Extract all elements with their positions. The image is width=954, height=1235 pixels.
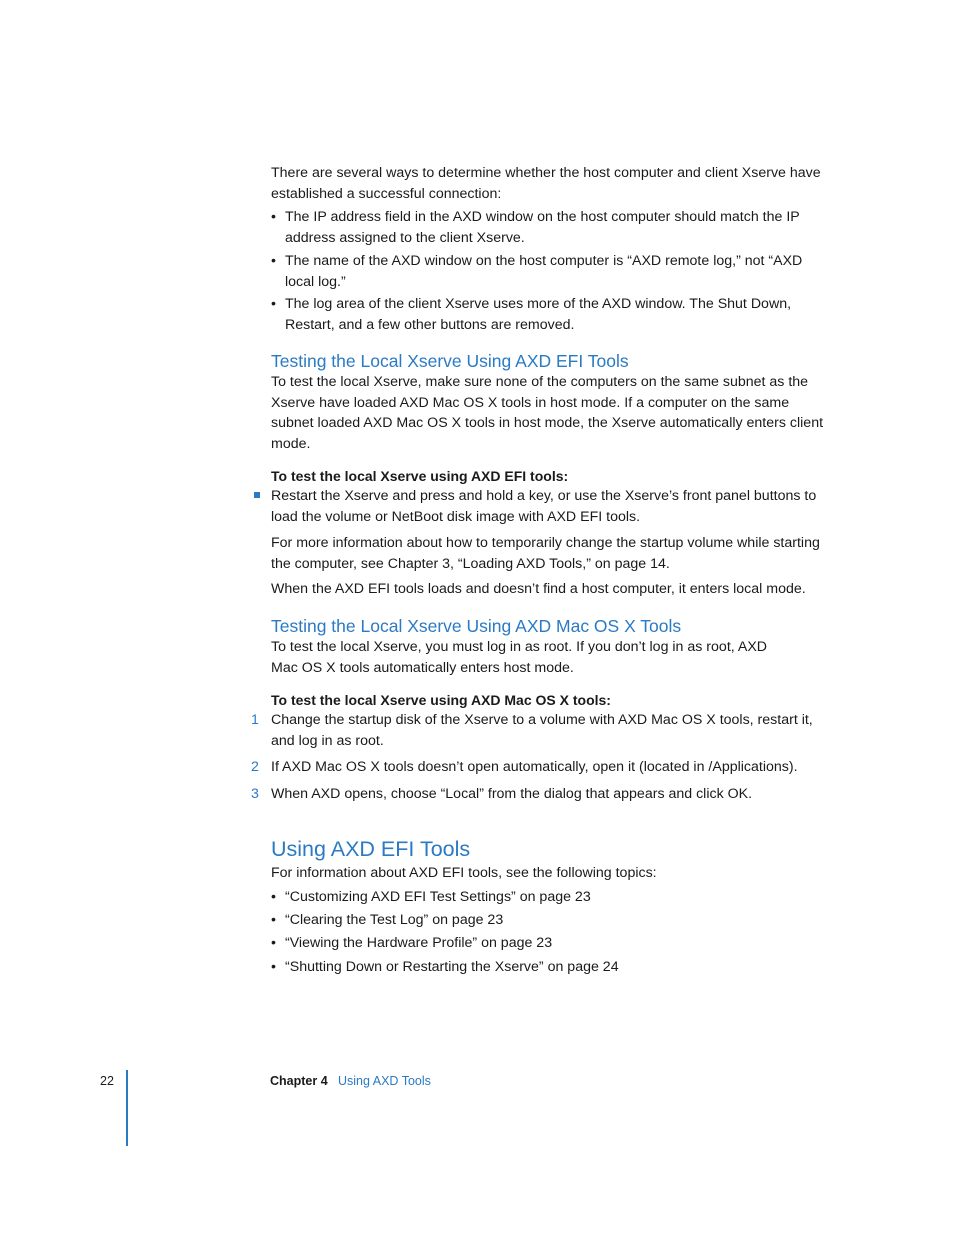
bullet-icon: • bbox=[271, 253, 276, 269]
list-item bbox=[271, 910, 827, 931]
list-item-text: “Viewing the Hardware Profile” on page 23 bbox=[285, 935, 553, 951]
bullet-icon: • bbox=[271, 959, 276, 975]
list-item-text: The name of the AXD window on the host computer is “AXD remote log,” not “AXD local log.” bbox=[285, 253, 803, 290]
list-item-text: “Shutting Down or Restarting the Xserve” on page 24 bbox=[285, 959, 619, 975]
section-macosx-body: To test the local Xserve, you must log in as root. If you don’t log in as root, AXD Mac OS X tools automatically enters host mode. bbox=[271, 639, 768, 676]
list-item-text: “Customizing AXD EFI Test Settings” on page 23 bbox=[285, 889, 591, 905]
section-efi-body: To test the local Xserve, make sure none of the computers on the same subnet as the Xserve have loaded AXD Mac OS X tools in host mode. If a computer on the same subnet loaded AXD Mac OS X tools in host mode, the Xserve automatically enters client mode. bbox=[271, 374, 824, 452]
procedure-step-efi: Restart the Xserve and press and hold a key, or use the Xserve’s front panel buttons to load the volume or NetBoot disk image with AXD EFI tools. bbox=[271, 488, 817, 525]
list-item bbox=[271, 294, 827, 335]
footer-divider bbox=[126, 1070, 128, 1146]
procedure-title-macosx: To test the local Xserve using AXD Mac OS X tools: bbox=[271, 692, 611, 708]
list-item-text: The IP address field in the AXD window on the host computer should match the IP address assigned to the client Xserve. bbox=[285, 209, 800, 246]
step-number: 1 bbox=[251, 712, 259, 728]
list-item bbox=[271, 887, 827, 908]
list-item bbox=[271, 957, 827, 978]
page-number: 22 bbox=[100, 1074, 114, 1088]
procedure-title-efi: To test the local Xserve using AXD EFI tools: bbox=[271, 468, 569, 484]
square-bullet-icon bbox=[254, 492, 260, 498]
list-item bbox=[271, 933, 827, 954]
section-using-body: For information about AXD EFI tools, see the following topics: bbox=[271, 865, 657, 881]
bullet-icon: • bbox=[271, 296, 276, 312]
bullet-icon: • bbox=[271, 209, 276, 225]
bullet-icon: • bbox=[271, 912, 276, 928]
step-text: If AXD Mac OS X tools doesn’t open automatically, open it (located in /Applications). bbox=[271, 759, 798, 775]
list-item-text: “Clearing the Test Log” on page 23 bbox=[285, 912, 504, 928]
bullet-icon: • bbox=[271, 935, 276, 951]
step-number: 2 bbox=[251, 759, 259, 775]
list-item-text: The log area of the client Xserve uses more of the AXD window. The Shut Down, Restart, and a few other buttons are removed. bbox=[285, 296, 792, 333]
footer-chapter-title: Using AXD Tools bbox=[338, 1074, 431, 1088]
local-mode-paragraph: When the AXD EFI tools loads and doesn’t find a host computer, it enters local mode. bbox=[271, 581, 806, 597]
section-heading-using: Using AXD EFI Tools bbox=[271, 837, 471, 861]
list-item bbox=[271, 207, 827, 248]
more-info-paragraph: For more information about how to temporarily change the startup volume while starting the computer, see Chapter 3, “Loading AXD Tools,” on page 14. bbox=[271, 535, 820, 572]
section-heading-macosx: Testing the Local Xserve Using AXD Mac OS X Tools bbox=[271, 616, 682, 636]
step-number: 3 bbox=[251, 786, 259, 802]
section-heading-efi: Testing the Local Xserve Using AXD EFI Tools bbox=[271, 351, 629, 371]
bullet-icon: • bbox=[271, 889, 276, 905]
list-item bbox=[271, 251, 827, 292]
intro-paragraph: There are several ways to determine whether the host computer and client Xserve have established a successful connection: bbox=[271, 165, 821, 202]
step-text: Change the startup disk of the Xserve to a volume with AXD Mac OS X tools, restart it, and log in as root. bbox=[271, 712, 813, 749]
step-text: When AXD opens, choose “Local” from the dialog that appears and click OK. bbox=[271, 786, 753, 802]
footer-chapter-label: Chapter 4 bbox=[270, 1074, 328, 1088]
